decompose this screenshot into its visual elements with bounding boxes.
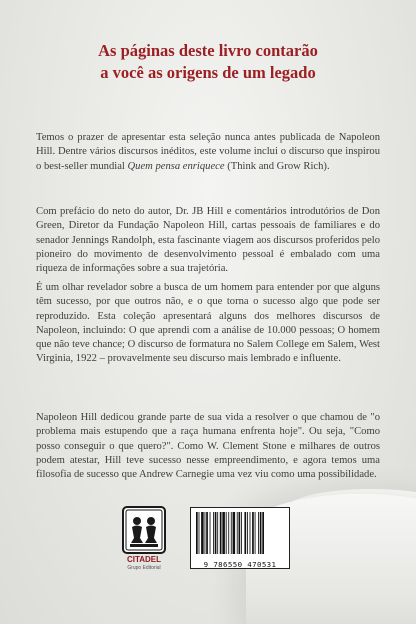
barcode-bar (217, 512, 218, 554)
barcode-bar (233, 512, 236, 554)
paragraph-intro-text: Temos o prazer de apresentar esta seleção nunca antes publicada de Napoleon Hill. Dentre vários discursos inéditos, este volume inclui o discurso que inspirou o best-seller mundial (36, 132, 380, 172)
barcode-bar (262, 512, 264, 554)
barcode-bar (250, 512, 251, 554)
barcode-bar (215, 512, 217, 554)
barcode-bar (239, 512, 241, 554)
headline (20, 40, 396, 84)
paragraph-collection: É um olhar revelador sobre a busca de um homem para entender por que alguns têm sucesso, por que outros não, e o que torna o sucesso algo que pode ser reproduzido. Esta coleção apresentará alguns dos melhores discursos de Napoleon, incluindo: O que aprendi com a análise de 10.000 pessoas; O homem que não teve chance; O discurso de formatura no Salem College em Salem, West Virginia, 1922 – provavelmente seu discurso mais lembrado e influente. (36, 282, 380, 365)
barcode-bar (255, 512, 256, 554)
barcode-bar (213, 512, 214, 554)
paragraph-intro (36, 131, 380, 174)
barcode-bar (201, 512, 204, 554)
barcode-bar (237, 512, 238, 554)
barcode-bar (206, 512, 208, 554)
headline-line-1: As páginas deste livro contarão (98, 41, 318, 60)
barcode-bar (252, 512, 254, 554)
barcode-bar (226, 512, 227, 554)
barcode-bar (244, 512, 246, 554)
paragraph-preface: Com prefácio do neto do autor, Dr. JB Hill e comentários introdutórios de Don Green, Diretor da Fundação Napoleon Hill, cartas pessoais de familiares e do senador Jennings Randolph, esta fascinante viagem aos discursos proferidos pelo pioneiro do movimento de desenvolvimento pessoal é embalado com uma riqueza de informações sobre a sua trajetória. (36, 206, 380, 275)
barcode-bar (220, 512, 222, 554)
barcode-bar (210, 512, 211, 554)
barcode-bar (258, 512, 259, 554)
paragraph-intro-end: (Think and Grow Rich). (224, 160, 330, 172)
citadel-logo-icon (122, 506, 166, 572)
paragraph-legacy: Napoleon Hill dedicou grande parte de sua vida a resolver o que chamou de "o problema mais estupendo que a raça humana enfrenta hoje". Ou seja, "Como posso conseguir o que quero?". Como W. Clement Stone e milhares de outros podem atestar, Hill teve sucesso nesse empreendimento, e agora temos uma filosofia de sucesso que Andrew Carnegie uma vez viu como uma possibilidade. (36, 412, 380, 481)
barcode-bar (231, 512, 232, 554)
barcode-bar (247, 512, 248, 554)
barcode-bar (196, 512, 198, 554)
headline-line-2: a você as origens de um legado (100, 63, 316, 82)
barcode-bar (199, 512, 200, 554)
isbn-barcode (190, 507, 290, 569)
barcode-bar (241, 512, 242, 554)
publisher-subtitle: Grupo Editorial (127, 565, 161, 571)
barcode-bars (196, 512, 284, 554)
barcode-bar (205, 512, 206, 554)
barcode-bar (222, 512, 225, 554)
barcode-bar (260, 512, 262, 554)
publisher-name: CITADEL (126, 555, 162, 564)
barcode-bar (228, 512, 229, 554)
book-title-italic: Quem pensa enriquece (127, 160, 225, 172)
isbn-number: 9 786550 470531 (203, 560, 277, 569)
